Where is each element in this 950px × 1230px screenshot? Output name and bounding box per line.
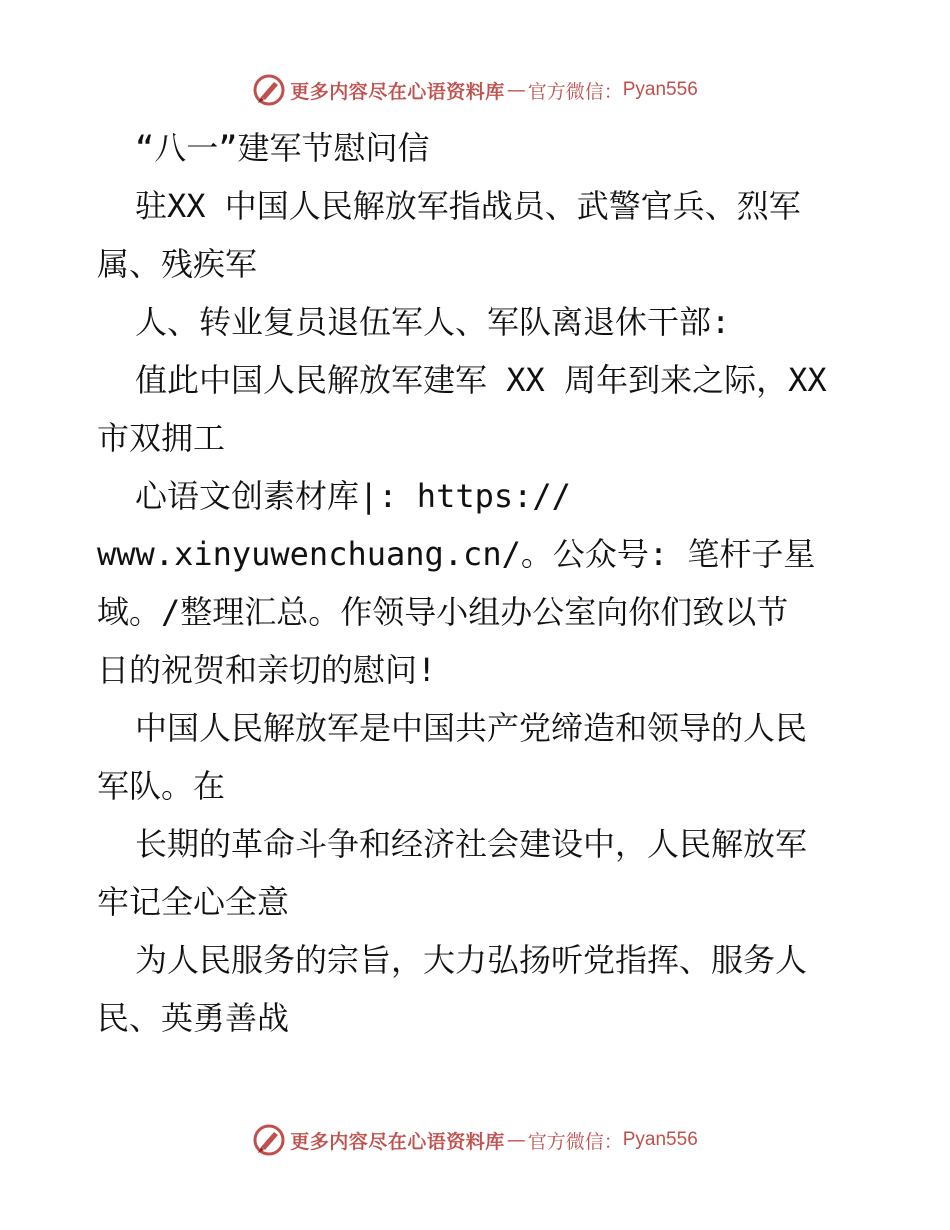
quill-logo-icon [252, 1123, 286, 1157]
banner-official-label: 官方微信： [527, 1130, 623, 1153]
document-title: “八一”建军节慰问信 [135, 129, 430, 167]
document-line: 心语文创素材库|: https:// [135, 477, 571, 515]
document-line: www.xinyuwenchuang.cn/。公众号: 笔杆子星 [97, 535, 816, 573]
header-watermark-banner [0, 70, 950, 110]
banner-slogan: 更多内容尽在心语资料库 [290, 80, 505, 103]
document-line: 属、残疾军 [97, 245, 258, 283]
footer-watermark-banner [0, 1120, 950, 1160]
quill-logo-icon [252, 73, 286, 107]
banner-wechat-id: Pyan556 [622, 1129, 698, 1150]
document-line: 人、转业复员退伍军人、军队离退休干部: [135, 303, 731, 341]
document-line: 长期的革命斗争和经济社会建设中，人民解放军 [135, 825, 808, 863]
banner-slogan: 更多内容尽在心语资料库 [290, 1130, 505, 1153]
document-line: 市双拥工 [97, 419, 226, 457]
document-line: 域。/整理汇总。作领导小组办公室向你们致以节 [97, 593, 789, 631]
document-line: 值此中国人民解放军建军 XX 周年到来之际，XX [135, 361, 827, 399]
document-line: 军队。在 [97, 767, 226, 805]
banner-separator: — [506, 79, 526, 101]
banner-official-label: 官方微信： [527, 80, 623, 103]
document-line: 中国人民解放军是中国共产党缔造和领导的人民 [135, 709, 808, 747]
document-body [97, 119, 857, 1047]
document-line: 驻XX 中国人民解放军指战员、武警官兵、烈军 [135, 187, 801, 225]
banner-separator: — [506, 1129, 526, 1151]
banner-wechat-id: Pyan556 [622, 79, 698, 100]
document-line: 日的祝贺和亲切的慰问! [97, 651, 437, 689]
document-line: 为人民服务的宗旨，大力弘扬听党指挥、服务人 [135, 941, 808, 979]
document-line: 民、英勇善战 [97, 999, 290, 1037]
document-line: 牢记全心全意 [97, 883, 290, 921]
